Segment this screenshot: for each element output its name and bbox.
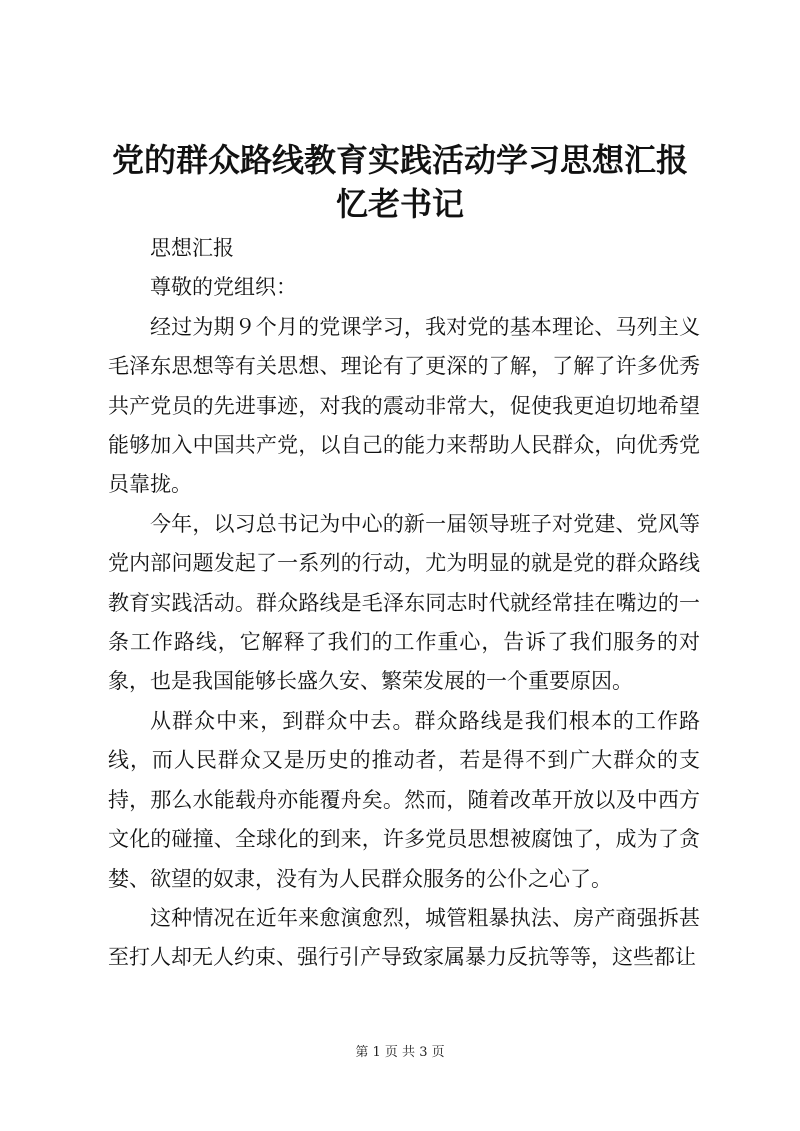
document-body: [108, 229, 700, 978]
document-title: 党的群众路线教育实践活动学习思想汇报忆老书记: [111, 141, 688, 223]
body-paragraph-3: 从群众中来，到群众中去。群众路线是我们根本的工作路线，而人民群众又是历史的推动者，若是得不到广大群众的支持，那么水能载舟亦能覆舟矣。然而，随着改革开放以及中西方文化的碰撞、全球化的到来，许多党员思想被腐蚀了，成为了贪婪、欲望的奴隶，没有为人民群众服务的公仆之心了。: [108, 708, 700, 891]
body-paragraph-1: 经过为期９个月的党课学习，我对党的基本理论、马列主义毛泽东思想等有关思想、理论有了更深的了解，了解了许多优秀共产党员的先进事迹，对我的震动非常大，促使我更迫切地希望能够加入中国共产党，以自己的能力来帮助人民群众，向优秀党员靠拢。: [108, 314, 700, 497]
body-paragraph-2: 今年，以习总书记为中心的新一届领导班子对党建、党风等党内部问题发起了一系列的行动，尤为明显的就是党的群众路线教育实践活动。群众路线是毛泽东同志时代就经常挂在嘴边的一条工作路线，它解释了我们的工作重心，告诉了我们服务的对象，也是我国能够长盛久安、繁荣发展的一个重要原因。: [108, 511, 700, 694]
salutation-heading: 思想汇报: [150, 236, 234, 260]
page-number-footer: 第 1 页 共 3 页: [355, 1045, 445, 1060]
body-paragraph-4: 这种情况在近年来愈演愈烈，城管粗暴执法、房产商强拆甚至打人却无人约束、强行引产导致家属暴力反抗等等，这些都让: [108, 905, 700, 970]
greeting-line: 尊敬的党组织：: [150, 275, 297, 300]
